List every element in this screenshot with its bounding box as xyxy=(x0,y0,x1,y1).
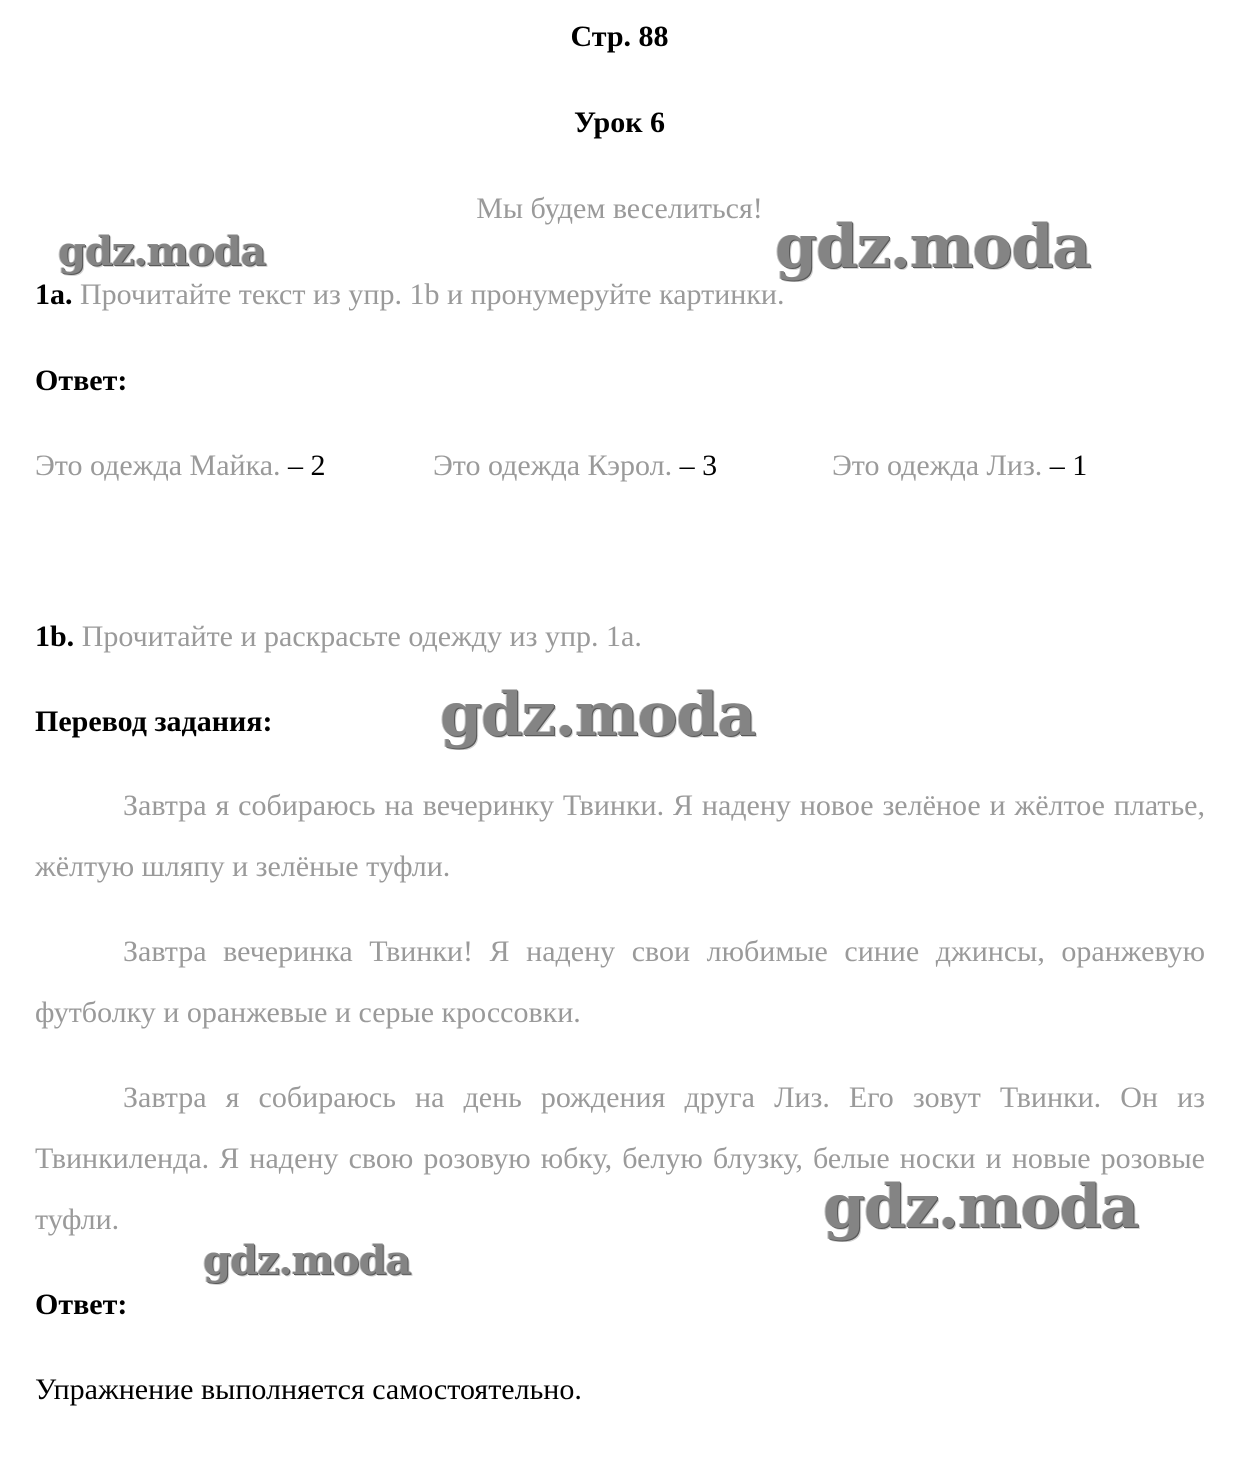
answer-text: Упражнение выполняется самостоятельно. xyxy=(35,1373,582,1406)
answer-item-number: – 2 xyxy=(280,449,326,482)
answer-item-text: Это одежда Майка. xyxy=(35,449,281,482)
answer-item-number: – 3 xyxy=(672,449,718,482)
translation-paragraph: Завтра я собираюсь на день рождения друга Лиз. Его зовут Твинки. Он из Твинкиленда. Я надену свою розовую юбку, белую блузку, белые носки и новые розовые туфли. xyxy=(35,1081,1205,1236)
translation-paragraph: Завтра вечеринка Твинки! Я надену свои любимые синие джинсы, оранжевую футболку и оранжевые и серые кроссовки. xyxy=(35,935,1205,1029)
task-text: Прочитайте и раскрасьте одежду из упр. 1a. xyxy=(81,620,642,653)
exercise-1b-task xyxy=(35,620,642,654)
task-text: Прочитайте текст из упр. 1b и пронумеруйте картинки. xyxy=(80,278,785,311)
watermark-logo: gdz.moda xyxy=(775,212,1091,282)
translation-heading: Перевод задания: xyxy=(35,705,273,738)
exercise-number: 1b. xyxy=(35,620,75,653)
lesson-title: Урок 6 xyxy=(573,106,666,139)
translation-paragraph: Завтра я собираюсь на вечеринку Твинки. Я надену новое зелёное и жёлтое платье, жёлтую шляпу и зелёные туфли. xyxy=(35,789,1205,883)
answer-item-number: – 1 xyxy=(1042,449,1088,482)
answer-item xyxy=(433,449,717,483)
answer-item-text: Это одежда Кэрол. xyxy=(433,449,673,482)
exercise-number: 1a. xyxy=(35,278,73,311)
answer-heading: Ответ: xyxy=(35,1288,128,1321)
answer-heading: Ответ: xyxy=(35,364,128,397)
answer-item-text: Это одежда Лиз. xyxy=(832,449,1043,482)
page-number: Стр. 88 xyxy=(570,20,669,53)
lesson-subtitle: Мы будем веселиться! xyxy=(476,192,763,225)
watermark-logo: gdz.moda xyxy=(58,228,266,275)
answer-item xyxy=(35,449,326,483)
watermark-logo: gdz.moda xyxy=(440,680,756,750)
watermark-logo: gdz.moda xyxy=(203,1237,411,1284)
watermark-logo: gdz.moda xyxy=(823,1172,1139,1242)
answer-item xyxy=(832,449,1087,483)
exercise-1a-task xyxy=(35,278,785,312)
